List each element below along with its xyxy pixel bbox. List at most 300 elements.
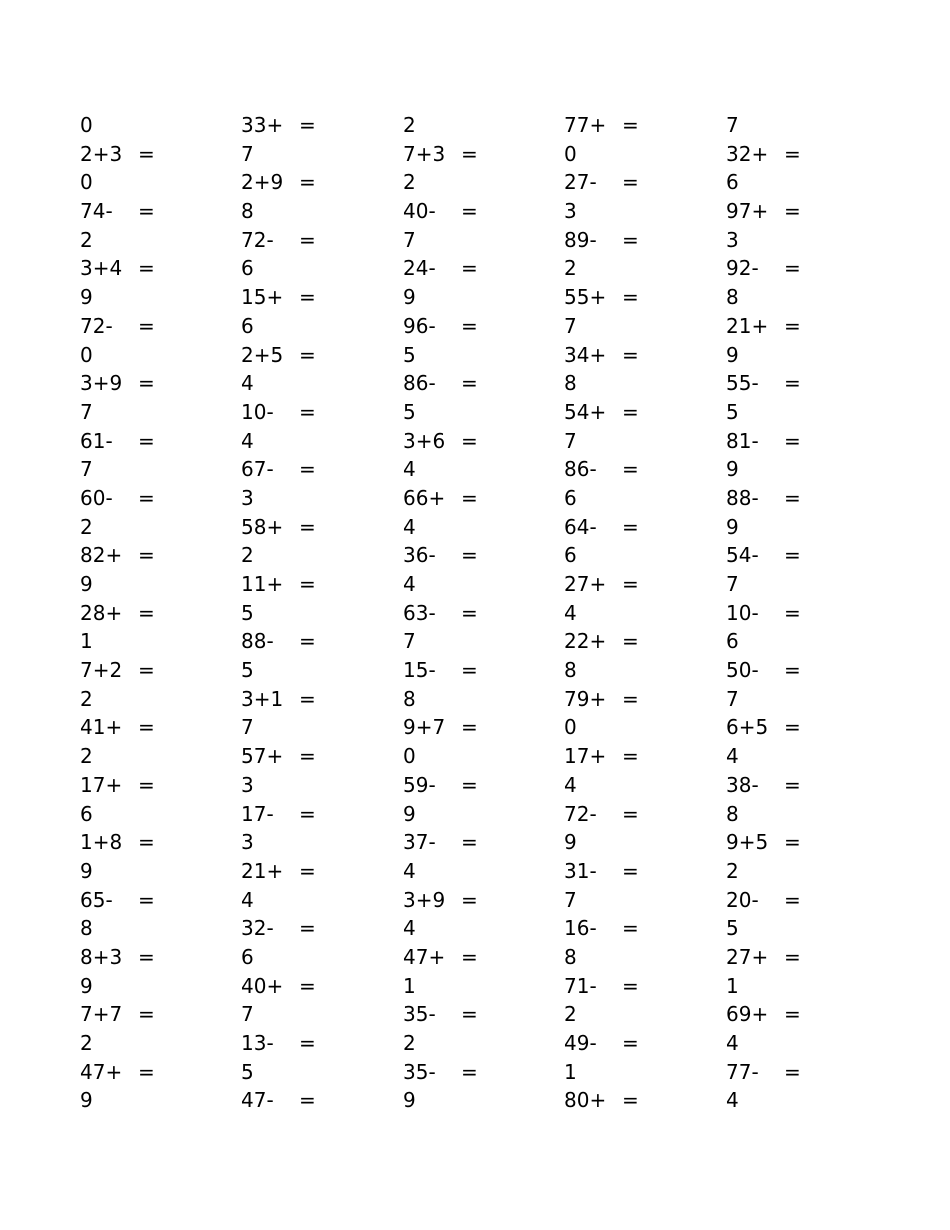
equals-sign: = — [784, 485, 801, 510]
problem-text: 2 — [403, 113, 416, 137]
worksheet-line — [403, 742, 553, 771]
problem-text: 88- — [726, 485, 759, 510]
problem-column-5 — [726, 111, 876, 1115]
worksheet-line — [564, 943, 714, 972]
worksheet-line — [564, 1029, 714, 1058]
worksheet-line — [726, 369, 876, 398]
problem-text: 8 — [564, 944, 577, 969]
equals-sign: = — [784, 543, 801, 568]
worksheet-line — [564, 312, 714, 341]
worksheet-line — [726, 742, 876, 771]
worksheet-line — [403, 541, 553, 570]
problem-text: 9 — [403, 285, 416, 310]
problem-text: 4 — [241, 371, 254, 396]
worksheet-line — [564, 771, 714, 800]
worksheet-line — [80, 111, 230, 140]
worksheet-line — [726, 599, 876, 628]
worksheet-line — [726, 914, 876, 943]
problem-text: 7 — [726, 113, 739, 137]
equals-sign: = — [138, 199, 155, 224]
equals-sign: = — [299, 686, 316, 711]
worksheet-line — [241, 427, 391, 456]
worksheet-line — [80, 713, 230, 742]
problem-text: 57+ — [241, 744, 284, 769]
worksheet-line — [726, 800, 876, 829]
worksheet-line — [80, 886, 230, 915]
worksheet-line — [403, 513, 553, 542]
problem-text: 4 — [403, 572, 416, 596]
problem-text: 28+ — [80, 600, 123, 625]
problem-text: 0 — [80, 170, 93, 195]
worksheet-line — [726, 455, 876, 484]
problem-text: 21+ — [241, 858, 284, 883]
worksheet-line — [80, 398, 230, 427]
equals-sign: = — [622, 170, 639, 195]
problem-text: 7 — [241, 141, 254, 166]
worksheet-line — [80, 943, 230, 972]
equals-sign: = — [461, 715, 478, 740]
worksheet-line — [241, 570, 391, 599]
problem-text: 6 — [80, 801, 93, 826]
problem-text: 49- — [564, 1031, 597, 1055]
worksheet-line — [564, 742, 714, 771]
worksheet-line — [241, 168, 391, 197]
equals-sign: = — [299, 572, 316, 596]
problem-text: 13- — [241, 1031, 274, 1055]
worksheet-line — [241, 972, 391, 1001]
problem-text: 7+7 — [80, 1002, 123, 1027]
problem-text: 37- — [403, 830, 436, 855]
worksheet-line — [403, 771, 553, 800]
worksheet-line — [403, 685, 553, 714]
worksheet-line — [726, 1000, 876, 1029]
problem-text: 9 — [80, 858, 93, 883]
problem-text: 0 — [564, 141, 577, 166]
worksheet-line — [564, 484, 714, 513]
equals-sign: = — [299, 285, 316, 310]
equals-sign: = — [461, 1002, 478, 1027]
worksheet-line — [241, 254, 391, 283]
worksheet-line — [564, 111, 714, 140]
problem-text: 17+ — [564, 744, 607, 769]
worksheet-line — [726, 398, 876, 427]
problem-text: 6 — [241, 944, 254, 969]
problem-text: 8 — [726, 801, 739, 826]
equals-sign: = — [461, 428, 478, 453]
equals-sign: = — [784, 256, 801, 281]
equals-sign: = — [138, 772, 155, 797]
worksheet-line — [403, 312, 553, 341]
equals-sign: = — [622, 1088, 639, 1113]
equals-sign: = — [784, 715, 801, 740]
worksheet-line — [726, 341, 876, 370]
worksheet-line — [241, 226, 391, 255]
equals-sign: = — [622, 858, 639, 883]
equals-sign: = — [784, 830, 801, 855]
worksheet-line — [564, 341, 714, 370]
problem-text: 6 — [564, 485, 577, 510]
problem-text: 9 — [403, 1088, 416, 1113]
worksheet-line — [403, 226, 553, 255]
worksheet-line — [403, 341, 553, 370]
worksheet-line — [80, 197, 230, 226]
worksheet-line — [726, 570, 876, 599]
worksheet-line — [726, 1029, 876, 1058]
problem-text: 3 — [726, 227, 739, 252]
problem-text: 8 — [564, 658, 577, 683]
worksheet-line — [726, 713, 876, 742]
problem-text: 4 — [403, 916, 416, 941]
problem-text: 96- — [403, 313, 436, 338]
worksheet-line — [564, 455, 714, 484]
worksheet-line — [80, 140, 230, 169]
problem-text: 9 — [80, 285, 93, 310]
problem-text: 5 — [241, 658, 254, 683]
problem-text: 11+ — [241, 572, 284, 596]
worksheet-line — [403, 197, 553, 226]
worksheet-line — [241, 685, 391, 714]
worksheet-line — [241, 627, 391, 656]
problem-text: 61- — [80, 428, 113, 453]
worksheet-line — [403, 283, 553, 312]
worksheet-line — [726, 541, 876, 570]
worksheet-line — [241, 886, 391, 915]
problem-text: 2 — [564, 1002, 577, 1027]
problem-text: 80+ — [564, 1088, 607, 1113]
worksheet-line — [564, 599, 714, 628]
worksheet-line — [80, 1058, 230, 1087]
problem-text: 17- — [241, 801, 274, 826]
problem-text: 6 — [241, 313, 254, 338]
equals-sign: = — [299, 629, 316, 654]
problem-text: 3+4 — [80, 256, 123, 281]
equals-sign: = — [461, 313, 478, 338]
worksheet-line — [80, 685, 230, 714]
worksheet-line — [564, 226, 714, 255]
worksheet-line — [241, 369, 391, 398]
problem-text: 50- — [726, 658, 759, 683]
equals-sign: = — [138, 658, 155, 683]
equals-sign: = — [299, 744, 316, 769]
problem-text: 17+ — [80, 772, 123, 797]
worksheet-line — [726, 312, 876, 341]
equals-sign: = — [784, 141, 801, 166]
equals-sign: = — [784, 1059, 801, 1084]
problem-text: 6 — [726, 629, 739, 654]
equals-sign: = — [784, 944, 801, 969]
problem-text: 58+ — [241, 514, 284, 539]
problem-text: 0 — [80, 342, 93, 367]
worksheet-line — [726, 226, 876, 255]
worksheet-line — [403, 570, 553, 599]
worksheet-line — [564, 427, 714, 456]
problem-text: 6 — [726, 170, 739, 195]
equals-sign: = — [622, 744, 639, 769]
worksheet-line — [80, 771, 230, 800]
equals-sign: = — [299, 801, 316, 826]
problem-text: 63- — [403, 600, 436, 625]
problem-text: 64- — [564, 514, 597, 539]
worksheet-line — [726, 513, 876, 542]
problem-text: 86- — [564, 457, 597, 482]
worksheet-line — [80, 341, 230, 370]
equals-sign: = — [461, 141, 478, 166]
problem-text: 7 — [564, 887, 577, 912]
equals-sign: = — [138, 1059, 155, 1084]
problem-text: 72- — [564, 801, 597, 826]
worksheet-line — [403, 369, 553, 398]
equals-sign: = — [138, 887, 155, 912]
equals-sign: = — [138, 485, 155, 510]
equals-sign: = — [299, 170, 316, 195]
problem-text: 22+ — [564, 629, 607, 654]
worksheet-line — [726, 886, 876, 915]
worksheet-line — [403, 972, 553, 1001]
problem-text: 4 — [564, 772, 577, 797]
equals-sign: = — [299, 916, 316, 941]
problem-text: 7+3 — [403, 141, 446, 166]
problem-text: 9+7 — [403, 715, 446, 740]
problem-text: 9 — [403, 801, 416, 826]
equals-sign: = — [299, 342, 316, 367]
worksheet-line — [564, 168, 714, 197]
worksheet-line — [241, 484, 391, 513]
problem-text: 8 — [564, 371, 577, 396]
worksheet-line — [241, 828, 391, 857]
worksheet-line — [564, 140, 714, 169]
problem-text: 31- — [564, 858, 597, 883]
problem-text: 3+9 — [80, 371, 123, 396]
worksheet-line — [726, 168, 876, 197]
worksheet-line — [403, 398, 553, 427]
worksheet-line — [241, 857, 391, 886]
problem-text: 7 — [241, 1002, 254, 1027]
problem-text: 82+ — [80, 543, 123, 568]
problem-text: 20- — [726, 887, 759, 912]
equals-sign: = — [784, 887, 801, 912]
problem-text: 66+ — [403, 485, 446, 510]
problem-text: 7 — [726, 572, 739, 596]
equals-sign: = — [299, 973, 316, 998]
equals-sign: = — [138, 543, 155, 568]
problem-text: 4 — [241, 428, 254, 453]
problem-text: 47+ — [80, 1059, 123, 1084]
problem-text: 38- — [726, 772, 759, 797]
worksheet-line — [80, 914, 230, 943]
equals-sign: = — [784, 199, 801, 224]
worksheet-line — [403, 1058, 553, 1087]
worksheet-line — [564, 713, 714, 742]
worksheet-line — [564, 1058, 714, 1087]
problem-text: 4 — [241, 887, 254, 912]
problem-text: 15- — [403, 658, 436, 683]
worksheet-line — [80, 312, 230, 341]
equals-sign: = — [461, 199, 478, 224]
problem-text: 55- — [726, 371, 759, 396]
problem-text: 5 — [726, 916, 739, 941]
worksheet-line — [241, 1000, 391, 1029]
worksheet-line — [80, 656, 230, 685]
equals-sign: = — [461, 600, 478, 625]
problem-text: 9+5 — [726, 830, 769, 855]
problem-text: 9 — [726, 457, 739, 482]
worksheet-line — [241, 398, 391, 427]
equals-sign: = — [784, 1002, 801, 1027]
problem-text: 7 — [403, 629, 416, 654]
worksheet-line — [403, 1086, 553, 1115]
problem-text: 69+ — [726, 1002, 769, 1027]
problem-text: 1 — [726, 973, 739, 998]
problem-text: 32+ — [726, 141, 769, 166]
worksheet-line — [726, 1058, 876, 1087]
equals-sign: = — [299, 399, 316, 424]
worksheet-line — [403, 828, 553, 857]
problem-text: 1 — [80, 629, 93, 654]
problem-text: 9 — [80, 973, 93, 998]
problem-text: 40- — [403, 199, 436, 224]
equals-sign: = — [461, 1059, 478, 1084]
equals-sign: = — [622, 973, 639, 998]
equals-sign: = — [138, 428, 155, 453]
worksheet-line — [403, 1029, 553, 1058]
problem-text: 1 — [403, 973, 416, 998]
worksheet-line — [80, 1029, 230, 1058]
worksheet-line — [241, 197, 391, 226]
problem-text: 54+ — [564, 399, 607, 424]
problem-text: 2 — [80, 744, 93, 769]
worksheet-line — [241, 283, 391, 312]
worksheet-line — [241, 312, 391, 341]
problem-text: 47- — [241, 1088, 274, 1113]
problem-text: 5 — [403, 342, 416, 367]
problem-text: 2+5 — [241, 342, 284, 367]
problem-text: 2 — [80, 514, 93, 539]
problem-text: 71- — [564, 973, 597, 998]
problem-text: 47+ — [403, 944, 446, 969]
equals-sign: = — [461, 256, 478, 281]
worksheet-line — [403, 111, 553, 140]
problem-text: 8 — [80, 916, 93, 941]
problem-text: 3+6 — [403, 428, 446, 453]
worksheet-line — [403, 943, 553, 972]
problem-text: 4 — [726, 1088, 739, 1113]
problem-text: 34+ — [564, 342, 607, 367]
worksheet-line — [726, 197, 876, 226]
worksheet-line — [241, 541, 391, 570]
problem-text: 2 — [80, 686, 93, 711]
problem-text: 10- — [726, 600, 759, 625]
problem-text: 79+ — [564, 686, 607, 711]
equals-sign: = — [461, 830, 478, 855]
problem-text: 7 — [80, 399, 93, 424]
worksheet-line — [241, 771, 391, 800]
problem-text: 74- — [80, 199, 113, 224]
equals-sign: = — [138, 141, 155, 166]
problem-text: 2 — [80, 227, 93, 252]
equals-sign: = — [622, 113, 639, 137]
worksheet-line — [564, 283, 714, 312]
problem-text: 0 — [403, 744, 416, 769]
problem-text: 0 — [80, 113, 93, 137]
worksheet-line — [403, 627, 553, 656]
problem-column-2 — [241, 111, 391, 1115]
worksheet-line — [403, 800, 553, 829]
worksheet-line — [564, 1000, 714, 1029]
equals-sign: = — [622, 514, 639, 539]
worksheet-line — [80, 369, 230, 398]
equals-sign: = — [461, 371, 478, 396]
worksheet-line — [241, 341, 391, 370]
worksheet-line — [564, 254, 714, 283]
problem-text: 9 — [80, 1088, 93, 1113]
problem-text: 4 — [564, 600, 577, 625]
worksheet-line — [403, 427, 553, 456]
problem-text: 9 — [80, 572, 93, 596]
equals-sign: = — [622, 1031, 639, 1055]
problem-text: 81- — [726, 428, 759, 453]
problem-text: 6 — [564, 543, 577, 568]
worksheet-line — [80, 857, 230, 886]
worksheet-line — [80, 627, 230, 656]
problem-column-1 — [80, 111, 230, 1115]
worksheet-line — [80, 427, 230, 456]
worksheet-line — [80, 742, 230, 771]
worksheet-line — [80, 1000, 230, 1029]
equals-sign: = — [299, 227, 316, 252]
worksheet-line — [564, 627, 714, 656]
problem-text: 72- — [80, 313, 113, 338]
worksheet-line — [241, 1029, 391, 1058]
equals-sign: = — [138, 830, 155, 855]
equals-sign: = — [299, 1031, 316, 1055]
equals-sign: = — [622, 916, 639, 941]
problem-text: 40+ — [241, 973, 284, 998]
equals-sign: = — [622, 342, 639, 367]
problem-text: 36- — [403, 543, 436, 568]
worksheet-line — [80, 513, 230, 542]
worksheet-line — [726, 111, 876, 140]
problem-text: 77- — [726, 1059, 759, 1084]
equals-sign: = — [299, 1088, 316, 1113]
worksheet-line — [564, 513, 714, 542]
equals-sign: = — [622, 801, 639, 826]
worksheet-line — [241, 455, 391, 484]
problem-text: 2 — [80, 1031, 93, 1055]
problem-text: 5 — [241, 1059, 254, 1084]
problem-text: 24- — [403, 256, 436, 281]
worksheet-line — [403, 656, 553, 685]
worksheet-line — [80, 800, 230, 829]
equals-sign: = — [138, 256, 155, 281]
worksheet-line — [241, 1058, 391, 1087]
worksheet-line — [241, 599, 391, 628]
equals-sign: = — [299, 514, 316, 539]
problem-text: 97+ — [726, 199, 769, 224]
problem-text: 1 — [564, 1059, 577, 1084]
worksheet-line — [403, 713, 553, 742]
worksheet-line — [726, 972, 876, 1001]
equals-sign: = — [461, 658, 478, 683]
problem-text: 7+2 — [80, 658, 123, 683]
problem-text: 2 — [726, 858, 739, 883]
worksheet-line — [241, 140, 391, 169]
worksheet-line — [564, 398, 714, 427]
worksheet-line — [241, 111, 391, 140]
problem-text: 7 — [564, 428, 577, 453]
worksheet-line — [564, 886, 714, 915]
problem-text: 3 — [241, 772, 254, 797]
problem-text: 55+ — [564, 285, 607, 310]
